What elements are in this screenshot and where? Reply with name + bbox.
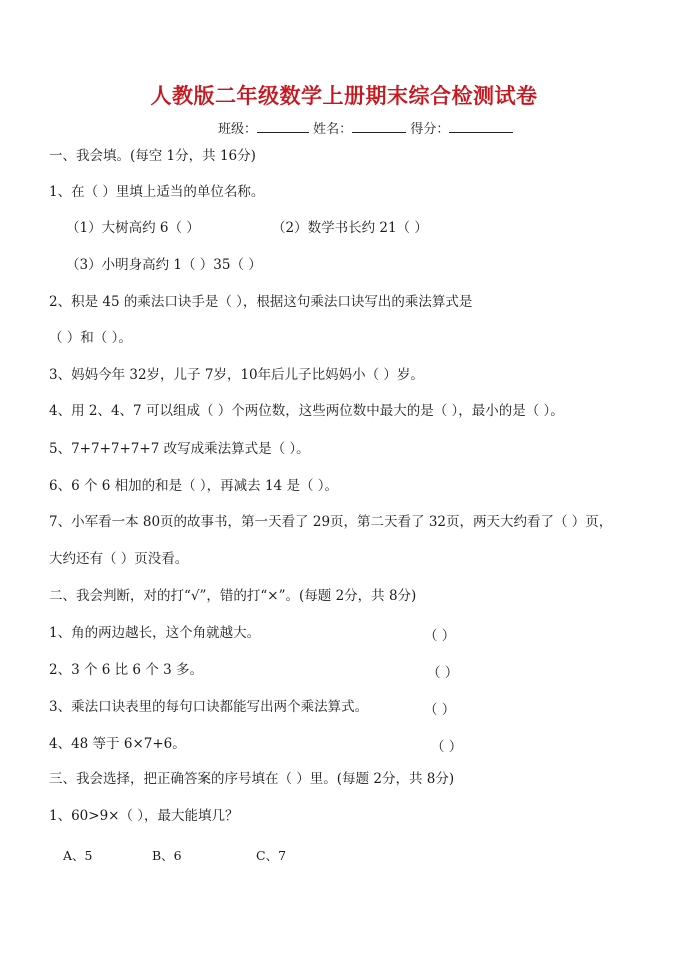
name-blank[interactable] [352, 120, 406, 133]
score-label: 得分： [410, 122, 450, 137]
judge-item-3: 3、乘法口诀表里的每句口诀都能写出两个乘法算式。 [49, 699, 369, 715]
choice-option-b[interactable]: B、6 [152, 848, 182, 863]
page-title: 人教版二年级数学上册期末综合检测试卷 [150, 84, 538, 108]
question-1-1-part2: （2）数学书长约 21（ ） [272, 220, 428, 236]
section3-heading: 三、我会选择，把正确答案的序号填在（ ）里。(每题 2分，共 8分) [49, 771, 455, 787]
section1-heading: 一、我会填。(每空 1分，共 16分) [49, 148, 256, 164]
judge-item-2: 2、3 个 6 比 6 个 3 多。 [49, 662, 203, 678]
score-blank[interactable] [449, 120, 513, 133]
choice-option-c[interactable]: C、7 [256, 848, 287, 863]
judge-answer-2[interactable]: （ ） [427, 665, 459, 681]
student-info-line [218, 118, 513, 137]
choice-option-a[interactable]: A、5 [63, 848, 93, 863]
section2-heading: 二、我会判断，对的打“√”，错的打“×”。(每题 2分，共 8分) [49, 588, 417, 604]
question-1-6: 6、6 个 6 相加的和是（ ），再减去 14 是（ ）。 [49, 478, 338, 494]
judge-item-1: 1、角的两边越长，这个角就越大。 [49, 625, 261, 641]
judge-answer-3[interactable]: （ ） [424, 702, 456, 718]
question-1-7-line1: 7、小军看一本 80页的故事书，第一天看了 29页，第二天看了 32页，两天大约看了（ ）页， [49, 514, 613, 530]
question-1-2-line2: （ ）和（ ）。 [49, 330, 132, 346]
question-1-7-line2: 大约还有（ ）页没看。 [49, 551, 189, 567]
question-1-1: 1、在（ ）里填上适当的单位名称。 [49, 184, 265, 200]
name-label: 姓名： [313, 122, 353, 137]
judge-item-4: 4、48 等于 6×7+6。 [49, 736, 186, 752]
question-1-4: 4、用 2、4、7 可以组成（ ）个两位数，这些两位数中最大的是（ ），最小的是（ ）。 [49, 403, 564, 419]
judge-answer-1[interactable]: （ ） [424, 628, 456, 644]
question-1-3: 3、妈妈今年 32岁，儿子 7岁，10年后儿子比妈妈小（ ）岁。 [49, 367, 424, 383]
question-1-2-line1: 2、积是 45 的乘法口诀手是（ ），根据这句乘法口诀写出的乘法算式是 [49, 294, 473, 310]
judge-answer-4[interactable]: （ ） [431, 739, 463, 755]
class-label: 班级： [218, 122, 258, 137]
class-blank[interactable] [257, 120, 309, 133]
question-1-1-part1: （1）大树高约 6（ ） [66, 220, 200, 236]
question-1-5: 5、7+7+7+7+7 改写成乘法算式是（ ）。 [49, 441, 310, 457]
question-1-1-part3: （3）小明身高约 1（ ）35（ ） [66, 257, 262, 273]
choice-question-1: 1、60>9×（ ），最大能填几？ [49, 808, 239, 824]
